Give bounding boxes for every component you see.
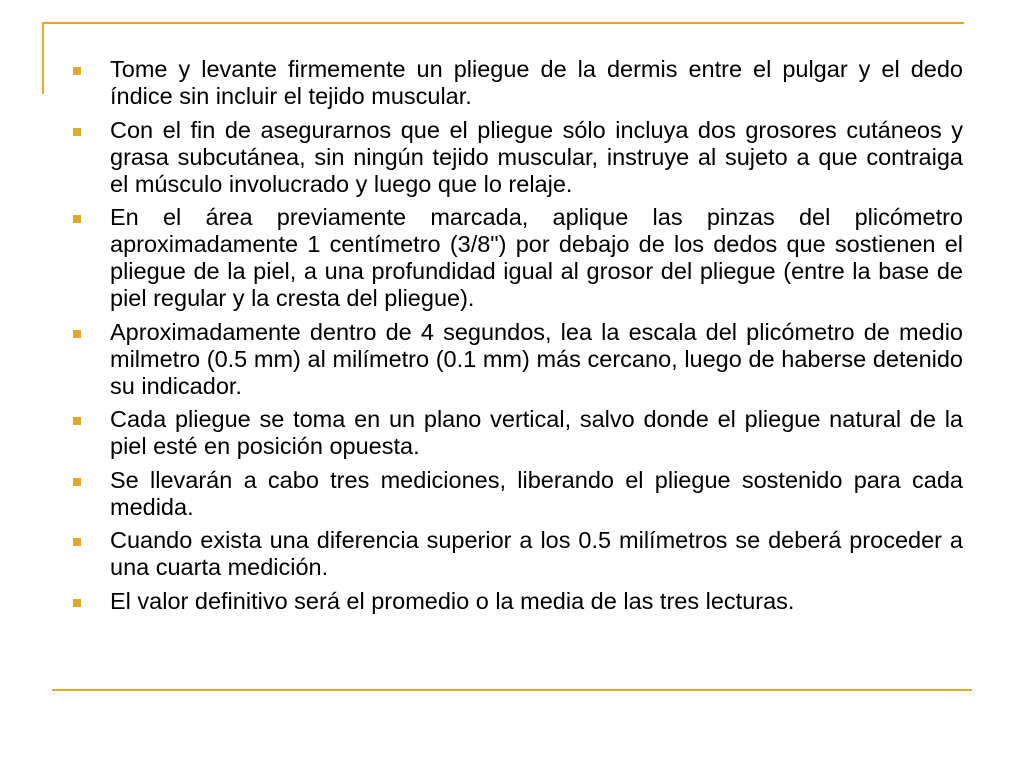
decorative-top-rule xyxy=(42,22,964,24)
square-bullet-icon xyxy=(73,215,81,223)
slide-content xyxy=(72,56,963,621)
bullet-item-7 xyxy=(72,527,963,581)
bullet-item-8 xyxy=(72,588,963,615)
square-bullet-icon xyxy=(73,128,81,136)
bullet-text: Tome y levante firmemente un pliegue de la dermis entre el pulgar y el dedo índice sin incluir el tejido muscular. xyxy=(110,56,963,109)
bullet-text: Con el fin de asegurarnos que el pliegue sólo incluya dos grosores cutáneos y grasa subcutánea, sin ningún tejido muscular, instruye al sujeto a que contraiga el músculo involucrado y luego que lo relaje. xyxy=(110,116,963,197)
bullet-item-5 xyxy=(72,406,963,460)
square-bullet-icon xyxy=(73,538,81,546)
bullet-item-6 xyxy=(72,467,963,521)
bullet-list xyxy=(72,56,963,615)
bullet-item-3 xyxy=(72,204,963,312)
decorative-bottom-rule xyxy=(52,689,972,691)
square-bullet-icon xyxy=(73,417,81,425)
square-bullet-icon xyxy=(73,67,81,75)
square-bullet-icon xyxy=(73,478,81,486)
bullet-text: En el área previamente marcada, aplique las pinzas del plicómetro aproximadamente 1 centímetro (3/8") por debajo de los dedos que sostienen el pliegue de la piel, a una profundidad igual al grosor del pliegue (entre la base de piel regular y la cresta del pliegue). xyxy=(110,204,963,311)
bullet-text: Se llevarán a cabo tres mediciones, liberando el pliegue sostenido para cada medida. xyxy=(110,466,963,520)
bullet-text: Cada pliegue se toma en un plano vertical, salvo donde el pliegue natural de la piel esté en posición opuesta. xyxy=(110,406,963,459)
square-bullet-icon xyxy=(73,599,81,607)
bullet-text: Aproximadamente dentro de 4 segundos, lea la escala del plicómetro de medio milmetro (0.5 mm) al milímetro (0.1 mm) más cercano, luego de haberse detenido su indicador. xyxy=(110,318,963,399)
bullet-text: El valor definitivo será el promedio o la media de las tres lecturas. xyxy=(110,587,795,614)
bullet-item-2 xyxy=(72,117,963,198)
bullet-text: Cuando exista una diferencia superior a los 0.5 milímetros se deberá proceder a una cuarta medición. xyxy=(110,527,963,580)
square-bullet-icon xyxy=(73,330,81,338)
bullet-item-1 xyxy=(72,56,963,110)
bullet-item-4 xyxy=(72,319,963,400)
decorative-left-rule xyxy=(42,22,44,94)
